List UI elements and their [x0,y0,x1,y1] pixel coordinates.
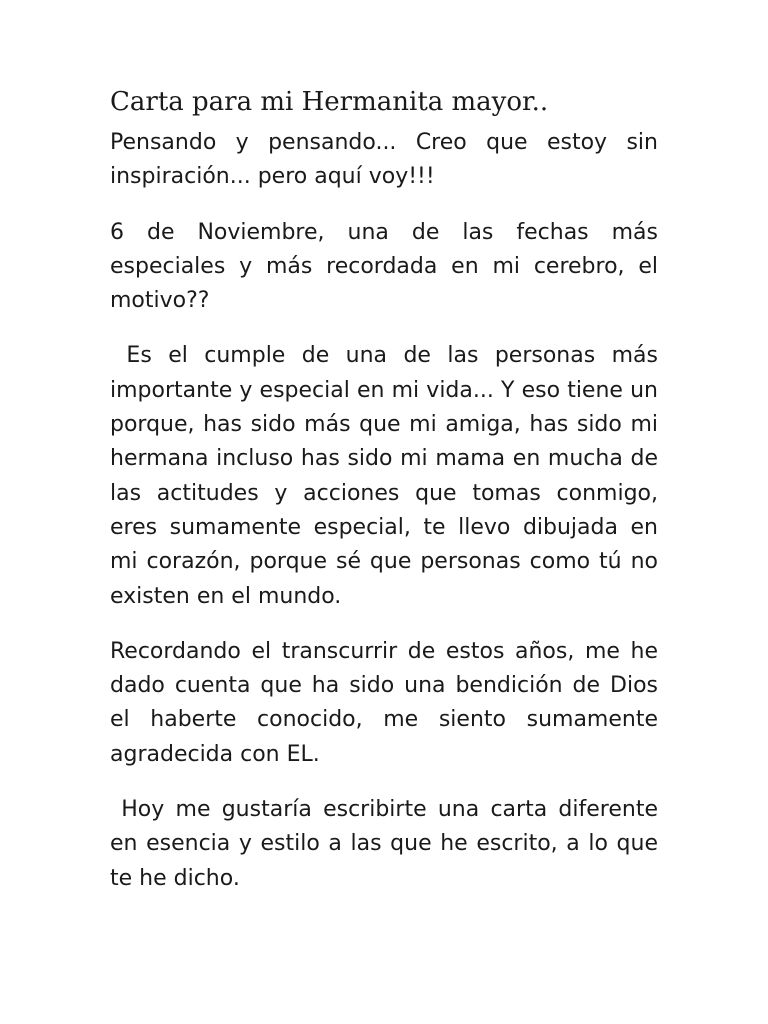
paragraph-4: Recordando el transcurrir de estos años, me he dado cuenta que ha sido una bendición de Dios el haberte conocido, me siento sumamente agradecida con EL. [110,638,665,767]
paragraph-1: Pensando y pensando... Creo que estoy sin inspiración... pero aquí voy!!! [110,130,665,190]
paragraph-5: Hoy me gustaría escribirte una carta diferente en esencia y estilo a las que he escrito, a lo que te he dicho. [110,797,665,891]
document-title: Carta para mi Hermanita mayor.. [110,87,549,117]
document-body [110,84,665,917]
paragraph-3: Es el cumple de una de las personas más importante y especial en mi vida... Y eso tiene un porque, has sido más que mi amiga, has sido mi hermana incluso has sido mi mama en mucha de las actitudes y acciones que tomas conmigo, eres sumamente especial, te llevo dibujada en mi corazón, porque sé que personas como tú no existen en el mundo. [110,343,665,609]
paragraph-2: 6 de Noviembre, una de las fechas más especiales y más recordada en mi cerebro, el motivo?? [110,219,665,314]
